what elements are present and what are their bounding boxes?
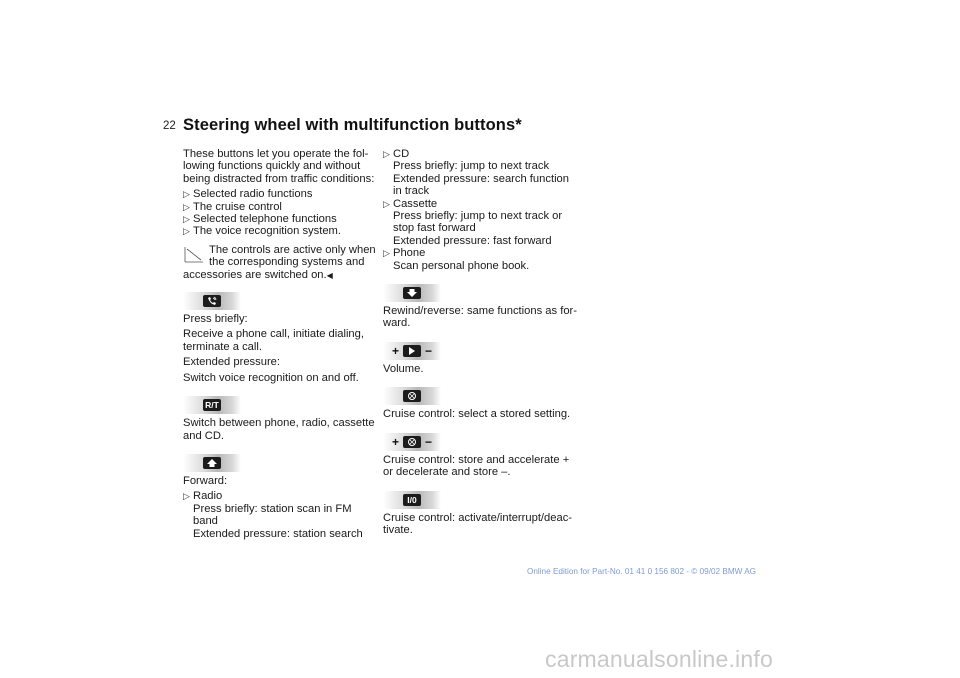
forward-desc: Forward: ▷ Radio Press briefly: station scan in FM band Extended pressure: station search — [183, 475, 378, 540]
rt-button-desc: Switch between phone, radio, cassette and CD. — [183, 417, 375, 442]
rewind-down-arrow-icon — [383, 284, 441, 302]
media-list — [383, 148, 579, 272]
note-box: The controls are active only when the corresponding systems and accessories are switched on.◀ — [183, 243, 376, 281]
bullet-triangle-icon: ▷ — [183, 214, 190, 225]
function-list — [183, 188, 378, 238]
minus-icon: − — [425, 434, 433, 449]
list-item: ▷ The voice recognition system. — [183, 225, 341, 238]
minus-icon: − — [425, 343, 433, 358]
cruise-io-desc: Cruise control: activate/interrupt/deac- tivate. — [383, 511, 573, 536]
cruise-resume-desc: Cruise control: select a stored setting. — [383, 408, 571, 421]
end-mark-icon: ◀ — [326, 270, 333, 280]
bullet-triangle-icon: ▷ — [183, 491, 190, 502]
bullet-triangle-icon: ▷ — [383, 149, 390, 159]
bullet-triangle-icon: ▷ — [183, 201, 190, 212]
cruise-set-desc: Cruise control: store and accelerate + or decelerate and store –. — [383, 453, 570, 479]
cruise-resume-icon — [383, 387, 441, 405]
voice-button-desc: Press briefly: Receive a phone call, initiate dialing, terminate a call. Extended pressure: Switch voice recognition on and off. — [183, 313, 364, 384]
cruise-plus-minus-icon — [383, 433, 441, 451]
right-column — [383, 148, 579, 536]
intro-paragraph: These buttons let you operate the fol- lowing functions quickly and without being distracted from traffic conditions: — [183, 148, 375, 185]
page-number: 22 — [163, 120, 176, 132]
phone-voice-glyph-icon — [203, 295, 221, 307]
plus-icon: + — [391, 343, 399, 358]
bullet-triangle-icon: ▷ — [383, 248, 390, 259]
footer-edition-note: Online Edition for Part-No. 01 41 0 156 802 - © 09/02 BMW AG — [527, 567, 757, 576]
list-item: ▷ Phone Scan personal phone book. — [383, 247, 530, 272]
left-column — [183, 148, 378, 540]
list-item: ▷ Selected radio functions — [183, 188, 313, 201]
forward-up-arrow-icon — [183, 454, 241, 472]
list-item: ▷ The cruise control — [183, 200, 282, 213]
volume-desc: Volume. — [383, 362, 424, 375]
phone-voice-button-icon — [183, 292, 241, 310]
plus-icon: + — [391, 434, 399, 449]
volume-plus-minus-icon — [383, 342, 441, 360]
rt-button-icon — [183, 396, 241, 414]
list-item: ▷ Radio Press briefly: station scan in FM band Extended pressure: station search — [183, 490, 363, 540]
list-item: ▷ Cassette Press briefly: jump to next track or stop fast forward Extended pressure: fast forward — [383, 197, 563, 247]
cruise-io-button-icon — [383, 491, 441, 509]
list-item: ▷ CD Press briefly: jump to next track Extended pressure: search function in track — [383, 148, 569, 198]
watermark: carmanualsonline.info — [545, 646, 773, 672]
bullet-triangle-icon: ▷ — [183, 226, 190, 237]
rewind-desc: Rewind/reverse: same functions as for- ward. — [383, 305, 577, 330]
bullet-triangle-icon: ▷ — [183, 189, 190, 200]
bullet-triangle-icon: ▷ — [383, 198, 390, 209]
rt-glyph: R/T — [203, 399, 221, 411]
io-glyph: I/0 — [403, 494, 421, 506]
note-icon — [183, 246, 205, 264]
list-item: ▷ Selected telephone functions — [183, 213, 337, 226]
page-title: Steering wheel with multifunction buttons* — [183, 116, 522, 134]
